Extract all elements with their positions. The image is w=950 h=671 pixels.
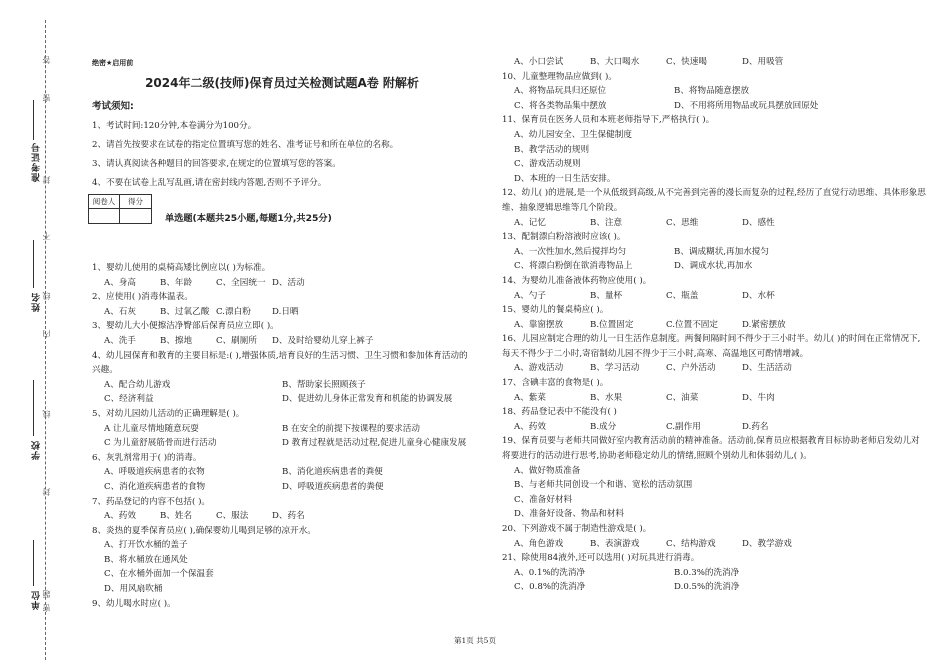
answer-option-row — [502, 99, 927, 114]
answer-option[interactable]: B、注意 — [590, 217, 623, 228]
answer-option[interactable]: B、学习活动 — [590, 363, 640, 374]
question-text: 11、保育员在医务人员和本班老师指导下,严格执行( )。 — [502, 115, 715, 126]
question-item — [92, 451, 472, 495]
question-item — [92, 495, 472, 524]
question-item — [92, 319, 472, 348]
answer-option[interactable]: C、消化道疾病患者的食物 — [104, 481, 206, 492]
answer-option[interactable]: A、身高 — [104, 277, 136, 288]
answer-option[interactable]: C、快速喝 — [666, 57, 707, 67]
answer-option[interactable]: C.副作用 — [666, 421, 701, 432]
answer-option[interactable]: B.成分 — [590, 421, 617, 432]
answer-option[interactable]: D、调成水状,再加水 — [674, 261, 753, 272]
question-text: 5、对幼儿园幼儿活动的正确理解是( )。 — [92, 408, 245, 419]
answer-option[interactable]: A、0.1%的洗消净 — [514, 567, 586, 578]
answer-option-row — [92, 378, 472, 393]
answer-option-row — [502, 537, 927, 552]
answer-option[interactable]: B、过氧乙酸 — [160, 306, 210, 317]
answer-option[interactable]: A、打开饮水桶的盖子 — [104, 540, 188, 551]
answer-option[interactable]: D.日晒 — [272, 306, 299, 317]
answer-option[interactable]: D、用风扇吹桶 — [104, 584, 163, 595]
answer-option[interactable]: A、呼吸道疾病患者的衣物 — [104, 467, 205, 478]
question-item — [92, 349, 472, 407]
question-item — [502, 434, 927, 522]
page-number: 第1页 共5页 — [454, 636, 496, 645]
question-item — [502, 186, 927, 230]
answer-option[interactable]: A、紫菜 — [514, 392, 546, 403]
answer-option[interactable]: C.漂白粉 — [216, 306, 251, 317]
answer-option-row — [502, 84, 927, 99]
question-item — [502, 113, 927, 186]
answer-option[interactable]: B、表演游戏 — [590, 538, 640, 549]
question-item — [502, 70, 927, 114]
answer-option[interactable]: A、勺子 — [514, 290, 546, 301]
margin-field-unit-line — [33, 540, 34, 586]
question-text: 12、幼儿( )的进展,是一个从低级到高级,从不完善到完善的漫长而复杂的过程,经历了直觉行动思维、具体形象思维、抽象逻辑思维等几个阶段。 — [502, 188, 926, 213]
answer-option[interactable]: A、石灰 — [104, 306, 136, 317]
answer-option[interactable]: C、将漂白粉倒在欲消毒物品上 — [514, 261, 633, 272]
answer-option[interactable]: C、准备好材料 — [514, 494, 573, 505]
answer-option-row — [502, 580, 927, 595]
margin-tick: 题 — [42, 590, 51, 598]
answer-option[interactable]: D.紧密摆放 — [742, 319, 786, 330]
answer-option-row — [502, 245, 927, 260]
question-item — [502, 303, 927, 332]
score-table-grader-header: 阅卷人 — [89, 195, 120, 208]
question-text: 21、除使用84液外,还可以选用( )对玩具进行消毒。 — [502, 553, 700, 564]
answer-option[interactable]: A、做好物质准备 — [514, 465, 581, 476]
answer-option[interactable]: B、教学活动的规则 — [514, 144, 590, 155]
answer-option[interactable]: D.药名 — [742, 421, 769, 432]
answer-option[interactable]: C、游戏活动规则 — [514, 159, 581, 170]
answer-option-row — [92, 480, 472, 495]
question-text: 13、配制漂白粉溶液时应该( )。 — [502, 232, 626, 243]
answer-option[interactable]: B.位置固定 — [590, 319, 634, 330]
answer-option[interactable]: C、经济利益 — [104, 394, 154, 405]
answer-option[interactable]: D、本班的一日生活安排。 — [514, 173, 616, 184]
answer-option[interactable]: C、油菜 — [666, 392, 699, 403]
margin-tick: 不 — [42, 232, 51, 240]
answer-option[interactable]: B、调成糊状,再加水搅匀 — [674, 246, 769, 257]
answer-option[interactable]: C、将各类物品集中摆放 — [514, 100, 607, 111]
page-title: 2024年二级(技师)保育员过关检测试题A卷 附解析 — [145, 76, 419, 90]
answer-option[interactable]: C、思维 — [666, 217, 699, 228]
answer-option[interactable]: A、洗手 — [104, 335, 136, 346]
question-item — [502, 230, 927, 274]
answer-option[interactable]: D、不用将所用物品或玩具摆放回原处 — [674, 100, 819, 111]
question-text: 10、儿童整理物品应做到( )。 — [502, 71, 617, 82]
question-item — [502, 274, 927, 303]
score-table-score-header: 得分 — [128, 197, 143, 206]
seal-line — [45, 20, 46, 660]
margin-tick: 密 — [42, 604, 51, 612]
notice-item: 4、不要在试卷上乱写乱画,请在密封线内答题,否则不予评分。 — [92, 178, 327, 188]
question-text: 19、保育员要与老师共同做好室内教育活动前的精神准备。活动前,保育员应根据教育目标协助老师启发幼儿对将要进行的活动进行思考,协助老师稳定幼儿的情绪,照顾个别幼儿和体弱幼儿,( )。 — [502, 436, 920, 462]
answer-option[interactable]: A、药效 — [104, 511, 136, 522]
answer-option[interactable]: D、活动 — [272, 277, 305, 288]
margin-field-exam-number-line — [33, 100, 34, 140]
answer-option[interactable]: D 教育过程就是活动过程,促进儿童身心健康发展 — [282, 438, 467, 449]
section-heading: 单选题(本题共25小题,每题1分,共25分) — [165, 213, 332, 224]
answer-option-row — [92, 436, 472, 451]
answer-option-row — [92, 392, 472, 407]
question-text: 9、幼儿喝水时应( )。 — [92, 598, 176, 609]
question-item — [502, 522, 927, 551]
question-text: 15、婴幼儿的餐桌椅应( )。 — [502, 305, 609, 316]
left-question-column — [92, 261, 472, 611]
answer-option[interactable]: D、牛肉 — [742, 392, 775, 403]
answer-option[interactable]: B、帮助家长照顾孩子 — [282, 379, 366, 390]
answer-option[interactable]: B、量杯 — [590, 290, 623, 301]
secret-label: 绝密★启用前 — [92, 59, 134, 67]
answer-option[interactable]: D、准备好设备、物品和材料 — [514, 509, 625, 520]
answer-option[interactable]: B、与老师共同创设一个和谐、宽松的活动氛围 — [514, 480, 693, 491]
margin-field-school-line — [33, 380, 34, 436]
answer-option-row — [502, 566, 927, 581]
answer-option[interactable]: A、记忆 — [514, 217, 546, 228]
notice-list — [92, 117, 472, 193]
answer-option[interactable]: C、服法 — [216, 511, 249, 522]
margin-tick: 封 — [42, 176, 51, 184]
margin-tick: 内 — [42, 330, 51, 338]
answer-option[interactable]: C 为儿童舒展筋骨而进行活动 — [104, 438, 217, 449]
question-text: 20、下列游戏不属于制造性游戏是( )。 — [502, 524, 652, 534]
answer-option-row — [92, 305, 472, 320]
answer-option[interactable]: C、在水桶外面加一个保温套 — [104, 569, 214, 580]
answer-option[interactable]: C、结构游戏 — [666, 538, 716, 549]
answer-option[interactable]: B、水果 — [590, 392, 623, 403]
answer-option-row — [502, 216, 927, 231]
question-text: 18、药品登记表中不能没有( ) — [502, 407, 617, 418]
notice-item: 1、考试时间:120分钟,本卷满分为100分。 — [92, 121, 257, 131]
answer-option[interactable]: D、感性 — [742, 217, 775, 228]
question-item — [92, 407, 472, 451]
answer-option-row — [502, 361, 927, 376]
answer-option[interactable]: C.位置不固定 — [666, 319, 718, 330]
margin-tick: 密 — [42, 94, 51, 102]
answer-option[interactable]: B、消化道疾病患者的粪便 — [282, 467, 383, 478]
answer-option[interactable]: D、教学游戏 — [742, 538, 792, 549]
right-question-column — [502, 55, 927, 595]
answer-option-row — [92, 509, 472, 524]
answer-option[interactable]: B、擦地 — [160, 335, 193, 346]
margin-field-name-line — [33, 240, 34, 288]
answer-option[interactable]: A 让儿童尽情地随意玩耍 — [104, 423, 199, 434]
question-text: 16、儿园应制定合理的幼儿一日生活作息制度。两餐间隔时间不得少于三小时半。幼儿( )的时间在正常情况下,每天不得少于二小时,寄宿制幼儿园不得少于三小时,高寒、高温地区可酌情增减。 — [502, 334, 921, 359]
answer-option[interactable]: B、将水桶放在通风处 — [104, 554, 188, 565]
answer-option[interactable]: B.0.3%的洗消净 — [674, 567, 740, 578]
margin-field-name: 姓名 — [32, 292, 42, 312]
margin-field-school: 学校 — [32, 440, 42, 460]
answer-option[interactable]: D、水杯 — [742, 290, 775, 301]
answer-option[interactable]: A、药效 — [514, 421, 546, 432]
question-item — [502, 551, 927, 595]
answer-option-row — [502, 289, 927, 304]
question-item — [92, 261, 472, 290]
answer-option[interactable]: D.0.5%的洗消净 — [674, 582, 740, 593]
answer-option-row — [502, 259, 927, 274]
answer-option[interactable]: D、用吸管 — [742, 57, 784, 67]
question-text: 2、应使用( )消毒体温表。 — [92, 292, 193, 303]
answer-option[interactable]: C、全园统一 — [216, 277, 266, 288]
margin-tick: 封 — [42, 488, 51, 496]
question-item — [502, 332, 927, 376]
answer-option[interactable]: B、将物品随意摆放 — [674, 86, 750, 97]
question-text: 14、为婴幼儿准备液体药物应使用( )。 — [502, 275, 652, 286]
answer-option-row — [92, 276, 472, 291]
answer-option-row — [92, 422, 472, 437]
notice-item: 3、请认真阅读各种题目的回答要求,在规定的位置填写您的答案。 — [92, 159, 341, 169]
answer-option[interactable]: A、配合幼儿游戏 — [104, 379, 171, 390]
answer-option[interactable]: B、大口喝水 — [590, 57, 640, 67]
question-text: 1、婴幼儿使用的桌椅高矮比例应以( )为标准。 — [92, 263, 271, 273]
notice-item: 2、请首先按要求在试卷的指定位置填写您的姓名、准考证号和所在单位的名称。 — [92, 140, 399, 150]
answer-option[interactable]: A、小口尝试 — [514, 57, 564, 67]
answer-option[interactable]: C、刷厕所 — [216, 335, 257, 346]
answer-option[interactable]: B 在安全的前提下按课程的要求活动 — [282, 423, 420, 434]
answer-option[interactable]: D、促进幼儿身体正常发育和机能的协调发展 — [282, 394, 453, 405]
answer-option[interactable]: D、呼吸道疾病患者的粪便 — [282, 481, 384, 492]
margin-tick: 答 — [42, 56, 51, 64]
answer-option-row — [502, 55, 927, 70]
margin-field-unit: 单位 — [32, 590, 42, 610]
notice-heading: 考试须知: — [92, 101, 134, 112]
binding-margin — [0, 0, 62, 671]
answer-option[interactable]: D、药名 — [272, 511, 305, 522]
margin-field-exam-number: 准考证号 — [32, 142, 42, 182]
question-item — [502, 405, 927, 434]
answer-option-row — [92, 334, 472, 349]
question-item — [92, 597, 472, 612]
score-table — [88, 194, 152, 224]
answer-option[interactable]: A、游戏活动 — [514, 363, 564, 374]
question-item — [502, 55, 927, 70]
answer-option[interactable]: C、瓶盖 — [666, 290, 699, 301]
answer-option[interactable]: D、及时给婴幼儿穿上裤子 — [272, 335, 374, 346]
question-text: 8、炎热的夏季保育员应( ),确保婴幼儿喝到足够的凉开水。 — [92, 525, 316, 536]
question-text: 7、药品登记的内容不包括( )。 — [92, 496, 211, 507]
answer-option[interactable]: B、年龄 — [160, 277, 193, 288]
answer-option-row — [502, 420, 927, 435]
margin-tick: 线 — [42, 410, 51, 418]
margin-tick: 线 — [42, 292, 51, 300]
answer-option[interactable]: A、幼儿园安全、卫生保健制度 — [514, 129, 632, 140]
answer-option-row — [502, 391, 927, 406]
question-item — [92, 524, 472, 597]
answer-option[interactable]: D、生活活动 — [742, 363, 792, 374]
answer-option[interactable]: A、将物品玩具归还原位 — [514, 86, 607, 97]
answer-option[interactable]: A、靠窗摆放 — [514, 319, 564, 330]
question-text: 3、婴幼儿大小便擦洁净臀部后保育员应立即( )。 — [92, 321, 279, 332]
answer-option[interactable]: C、0.8%的洗消净 — [514, 582, 586, 593]
answer-option[interactable]: B、姓名 — [160, 511, 193, 522]
question-text: 6、灰乳剂常用于( )的消毒。 — [92, 452, 202, 463]
question-item — [92, 290, 472, 319]
answer-option-row — [92, 465, 472, 480]
question-text: 4、幼儿园保育和教育的主要目标是:( ),增强体质,培育良好的生活习惯、卫生习惯和参加体育活动的兴趣。 — [92, 350, 468, 376]
answer-option[interactable]: C、户外活动 — [666, 363, 716, 374]
answer-option[interactable]: A、角色游戏 — [514, 538, 564, 549]
question-item — [502, 376, 927, 405]
question-text: 17、含碘丰富的食物是( )。 — [502, 378, 609, 389]
answer-option[interactable]: A、一次性加水,然后搅拌均匀 — [514, 246, 627, 257]
answer-option-row — [502, 318, 927, 333]
